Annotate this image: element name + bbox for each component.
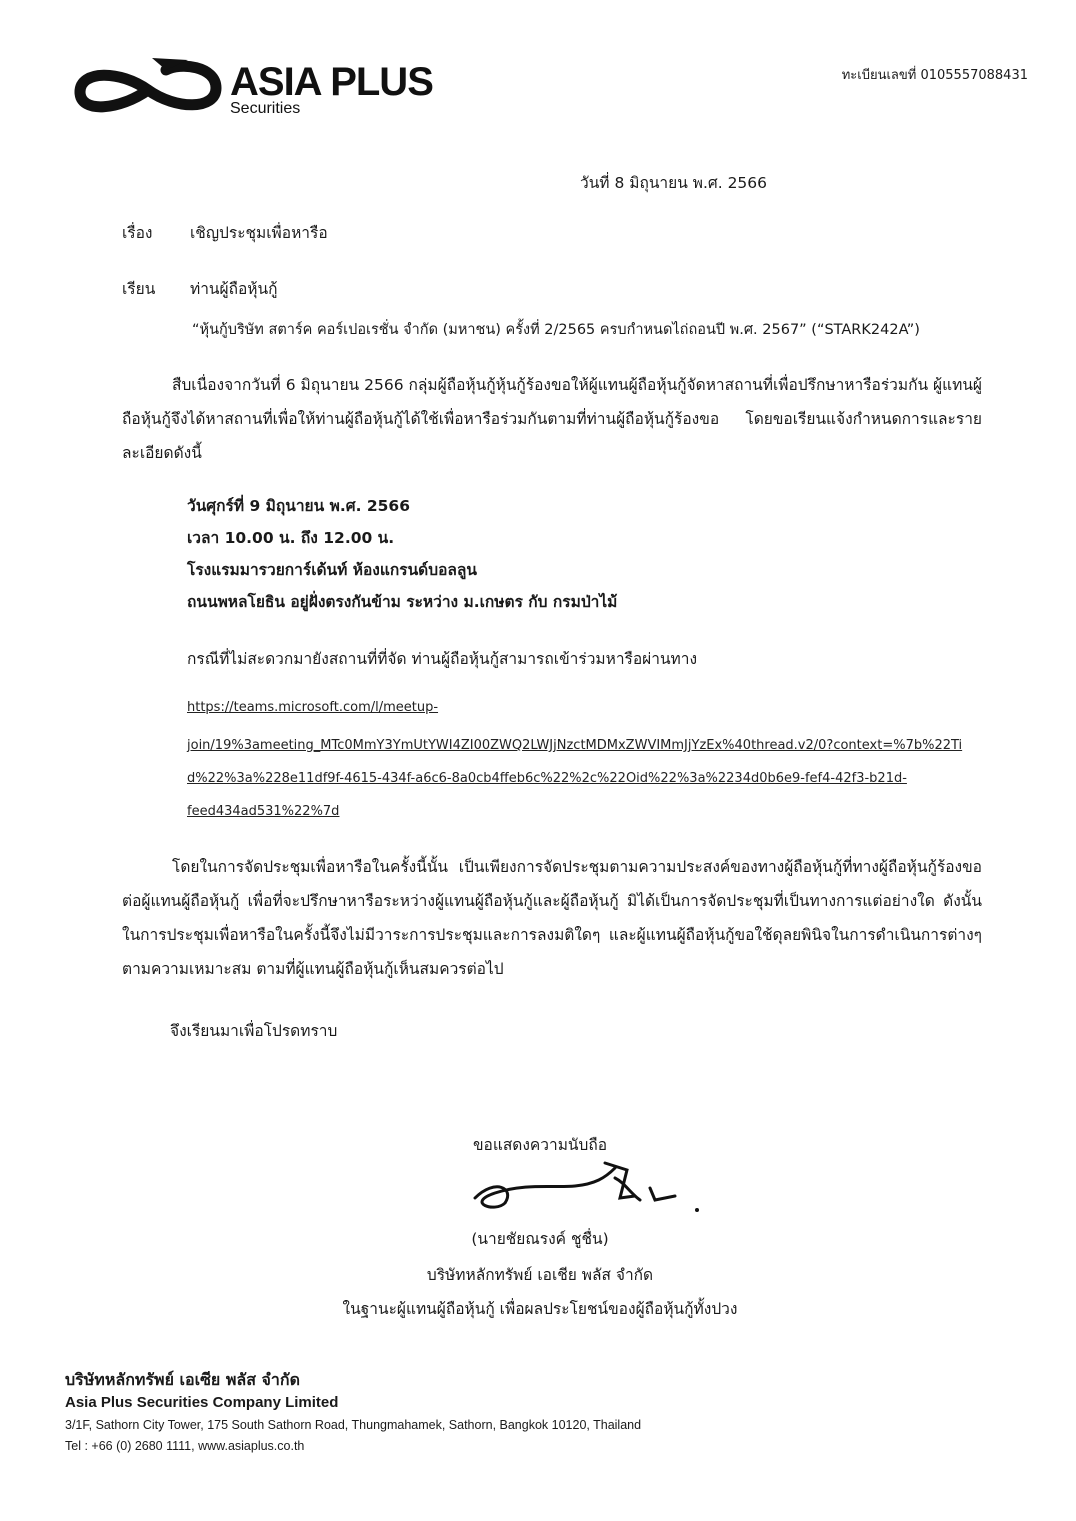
- asia-plus-logo-icon: [70, 48, 230, 128]
- signer-role: ในฐานะผู้แทนผู้ถือหุ้นกู้ เพื่อผลประโยชน์ของผู้ถือหุ้นกู้ทั้งปวง: [342, 1300, 738, 1318]
- subject-text: เชิญประชุมเพื่อหารือ: [190, 224, 328, 242]
- signer-name: (นายชัยณรงค์ ชูชื่น): [471, 1230, 609, 1248]
- paragraph-intro: สืบเนื่องจากวันที่ 6 มิถุนายน 2566 กลุ่มผู้ถือหุ้นกู้หุ้นกู้ร้องขอให้ผู้แทนผู้ถือหุ้นกู้จัดหาสถานที่เพื่อปรึกษาหารือร่วมกัน ผู้แทนผู้ถือหุ้นกู้จึงได้หาสถานที่เพื่อให้ท่านผู้ถือหุ้นกู้ได้ใช้เพื่อหารือร่วมกันตามที่ท่านผู้ถือหุ้นกู้ร้องขอ โดยขอเรียนแจ้งกำหนดการและรายละเอียดดังนี้: [122, 376, 982, 462]
- meeting-time: เวลา 10.00 น. ถึง 12.00 น.: [187, 529, 395, 547]
- closing-request: จึงเรียนมาเพื่อโปรดทราบ: [170, 1022, 338, 1040]
- meeting-day: วันศุกร์ที่ 9 มิถุนายน พ.ศ. 2566: [187, 497, 410, 515]
- brand-subtitle: Securities: [230, 100, 301, 117]
- meeting-link-line-2[interactable]: join/19%3ameeting_MTc0MmY3YmUtYWI4ZI00ZWQ2LWJjNzctMDMxZWVIMmJjYzEx%40thread.v2/0?context=%7b%22Ti: [187, 738, 963, 753]
- meeting-link-line-1[interactable]: https://teams.microsoft.com/l/meetup-: [187, 700, 439, 715]
- meeting-venue: โรงแรมมารวยการ์เด้นท์ ห้องแกรนด์บอลลูน: [187, 561, 477, 579]
- signature-icon: [455, 1158, 715, 1218]
- footer-company-th: บริษัทหลักทรัพย์ เอเซีย พลัส จำกัด: [65, 1370, 300, 1389]
- online-note: กรณีที่ไม่สะดวกมายังสถานที่ที่จัด ท่านผู้ถือหุ้นกู้สามารถเข้าร่วมหารือผ่านทาง: [187, 650, 698, 668]
- footer-address: 3/1F, Sathorn City Tower, 175 South Sathorn Road, Thungmahamek, Sathorn, Bangkok 10120, Thailand: [65, 1418, 642, 1432]
- brand-name: ASIA PLUS: [230, 60, 433, 104]
- regards: ขอแสดงความนับถือ: [472, 1136, 608, 1154]
- footer-company-en: Asia Plus Securities Company Limited: [65, 1394, 339, 1411]
- letter-date: วันที่ 8 มิถุนายน พ.ศ. 2566: [580, 174, 768, 192]
- footer-contact: Tel : +66 (0) 2680 1111, www.asiaplus.co.th: [65, 1439, 305, 1453]
- meeting-link-line-4[interactable]: feed434ad531%22%7d: [187, 804, 340, 819]
- meeting-link-line-3[interactable]: d%22%3a%228e11df9f-4615-434f-a6c6-8a0cb4ffeb6c%22%2c%22Oid%22%3a%2234d0b6e9-fef4-42f3-b21d-: [187, 771, 907, 786]
- paragraph-purpose: โดยในการจัดประชุมเพื่อหารือในครั้งนี้นั้น เป็นเพียงการจัดประชุมตามความประสงค์ของทางผู้ถือหุ้นกู้ที่ทางผู้ถือหุ้นกู้ร้องขอต่อผู้แทนผู้ถือหุ้นกู้ เพื่อที่จะปรึกษาหารือระหว่างผู้แทนผู้ถือหุ้นกู้และผู้ถือหุ้นกู้ มิได้เป็นการจัดประชุมที่เป็นทางการแต่อย่างใด ดังนั้นในการประชุมเพื่อหารือในครั้งนี้จึงไม่มีวาระการประชุมและการลงมติใดๆ และผู้แทนผู้ถือหุ้นกู้ขอใช้ดุลยพินิจในการดำเนินการต่างๆตามความเหมาะสม ตามที่ผู้แทนผู้ถือหุ้นกู้เห็นสมควรต่อไป: [122, 858, 982, 978]
- bond-name: “หุ้นกู้บริษัท สตาร์ค คอร์เปอเรชั่น จำกัด (มหาชน) ครั้งที่ 2/2565 ครบกำหนดไถ่ถอนปี พ.ศ. 2567” (“STARK242A”): [192, 322, 920, 338]
- to-text: ท่านผู้ถือหุ้นกู้: [190, 280, 278, 298]
- subject-label: เรื่อง: [122, 224, 153, 242]
- to-label: เรียน: [122, 280, 156, 298]
- signer-company: บริษัทหลักทรัพย์ เอเชีย พลัส จำกัด: [426, 1266, 654, 1284]
- registration-number: ทะเบียนเลขที่ 0105557088431: [841, 68, 1028, 83]
- meeting-address: ถนนพหลโยธิน อยู่ฝั่งตรงกันข้าม ระหว่าง ม.เกษตร กับ กรมป่าไม้: [187, 593, 618, 611]
